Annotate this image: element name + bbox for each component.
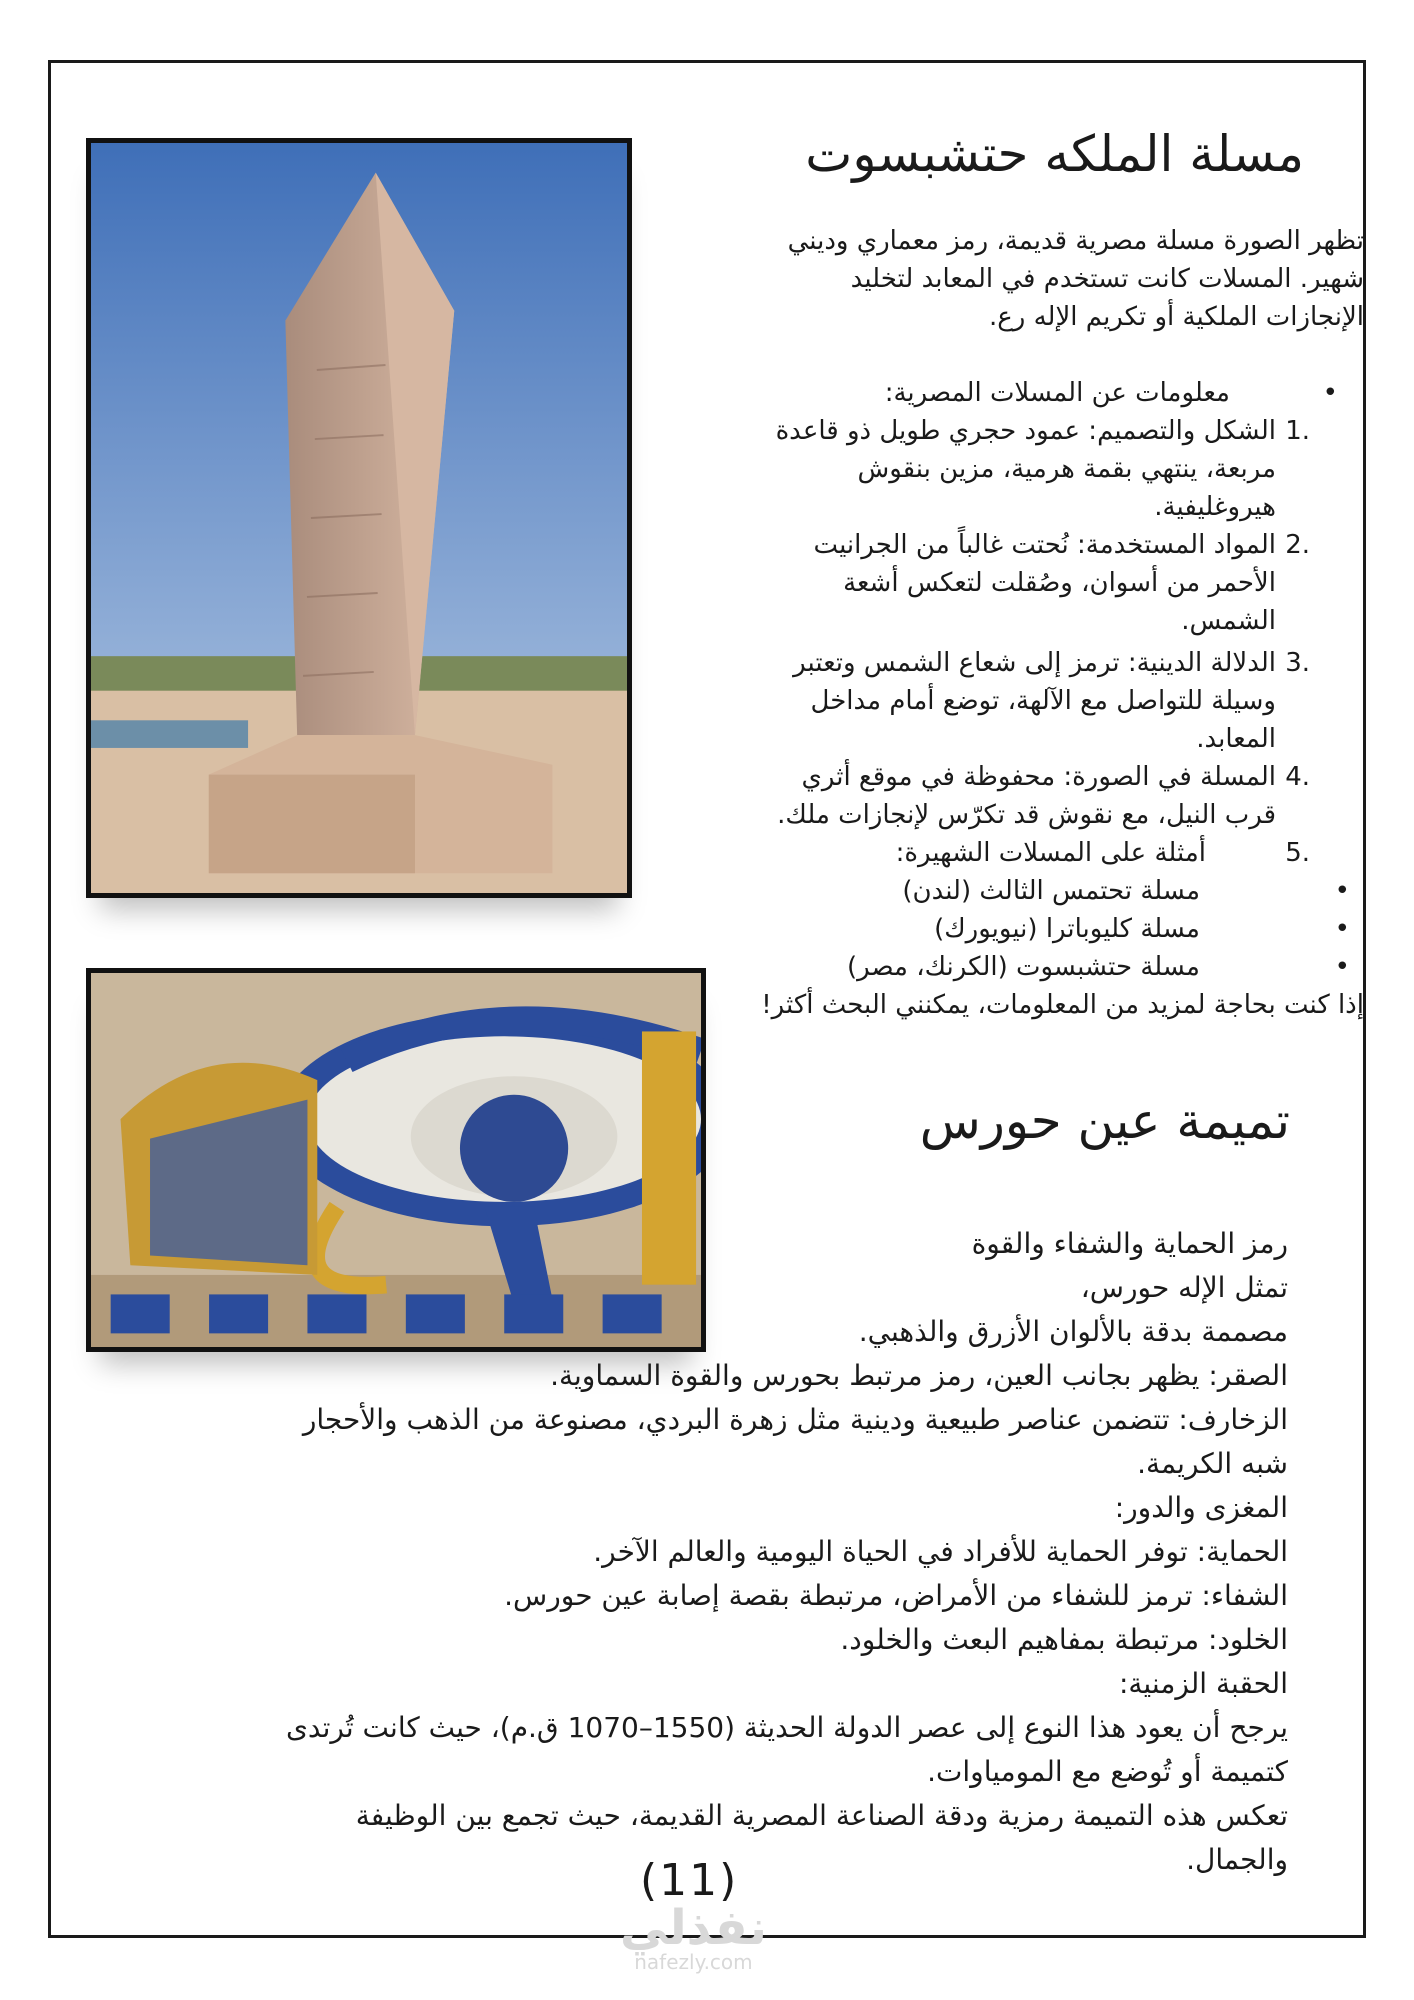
section2-line: يرجح أن يعود هذا النوع إلى عصر الدولة الحديثة (1550–1070 ق.م)، حيث كانت تُرتدى كتميمة أو تُوضع مع المومياوات. bbox=[285, 1711, 1288, 1788]
list-item: • مسلة كليوباترا (نيويورك) bbox=[760, 910, 1200, 948]
section1-closing: إذا كنت بحاجة لمزيد من المعلومات، يمكنني البحث أكثر! bbox=[761, 990, 1364, 1020]
bullet-icon: • bbox=[1334, 876, 1350, 906]
list-item: .1 الشكل والتصميم: عمود حجري طويل ذو قاعدة مربعة، ينتهي بقمة هرمية، مزين بنقوش هيروغليفية. bbox=[775, 416, 1310, 522]
section1-intro: تظهر الصورة مسلة مصرية قديمة، رمز معماري وديني شهير. المسلات كانت تستخدم في المعابد لتخليد الإنجازات الملكية أو تكريم الإله رع. bbox=[787, 226, 1364, 332]
obelisk-info-list bbox=[760, 374, 1338, 640]
bullet-icon: • bbox=[1334, 914, 1350, 944]
section2-line: مصممة بدقة بالألوان الأزرق والذهبي. bbox=[858, 1315, 1288, 1348]
section2-line: تعكس هذه التميمة رمزية ودقة الصناعة المصرية القديمة، حيث تجمع بين الوظيفة والجمال. bbox=[355, 1799, 1288, 1876]
list-item: .2 المواد المستخدمة: نُحتت غالباً من الجرانيت الأحمر من أسوان، وصُقلت لتعكس أشعة الشمس. bbox=[813, 530, 1310, 636]
bullet-icon: • bbox=[1334, 952, 1350, 982]
famous-obelisks-list bbox=[760, 872, 1350, 986]
section1-title: مسلة الملكه حتشبسوت bbox=[805, 125, 1304, 183]
obelisk-photo bbox=[86, 138, 632, 898]
section2-line: رمز الحماية والشفاء والقوة bbox=[971, 1227, 1288, 1260]
section2-line: الصقر: يظهر بجانب العين، رمز مرتبط بحورس والقوة السماوية. bbox=[550, 1359, 1288, 1392]
section2-line: تمثل الإله حورس، bbox=[1080, 1271, 1288, 1304]
bullet-icon: • bbox=[1322, 378, 1338, 408]
section2-line: المغزى والدور: bbox=[1114, 1491, 1288, 1524]
section2-line: الشفاء: ترمز للشفاء من الأمراض، مرتبطة بقصة إصابة عين حورس. bbox=[504, 1579, 1288, 1612]
watermark-logo: نفذلي nafezly.com bbox=[620, 1900, 767, 1974]
list-item: .3 الدلالة الدينية: ترمز إلى شعاع الشمس وتعتبر وسيلة للتواصل مع الآلهة، توضع أمام مداخل المعابد. bbox=[793, 648, 1310, 754]
obelisk-info-list-cont bbox=[760, 644, 1308, 872]
list-item: • مسلة تحتمس الثالث (لندن) bbox=[760, 872, 1200, 910]
section2-line: الخلود: مرتبطة بمفاهيم البعث والخلود. bbox=[840, 1623, 1288, 1656]
section2-body bbox=[268, 1222, 1288, 1882]
list-item: • مسلة حتشبسوت (الكرنك، مصر) bbox=[760, 948, 1200, 986]
list-item: .4 المسلة في الصورة: محفوظة في موقع أثري قرب النيل، مع نقوش قد تكرّس لإنجازات ملك. bbox=[777, 762, 1310, 830]
list-heading: • معلومات عن المسلات المصرية: bbox=[760, 374, 1276, 412]
section2-title: تميمة عين حورس bbox=[919, 1092, 1290, 1150]
section2-line: الحماية: توفر الحماية للأفراد في الحياة اليومية والعالم الآخر. bbox=[593, 1535, 1288, 1568]
list-item: .5 أمثلة على المسلات الشهيرة: bbox=[895, 838, 1310, 868]
page-number: (11) bbox=[640, 1855, 739, 1906]
section2-line: الزخارف: تتضمن عناصر طبيعية ودينية مثل زهرة البردي، مصنوعة من الذهب والأحجار شبه الكريمة. bbox=[302, 1403, 1288, 1480]
section2-line: الحقبة الزمنية: bbox=[1118, 1667, 1288, 1700]
